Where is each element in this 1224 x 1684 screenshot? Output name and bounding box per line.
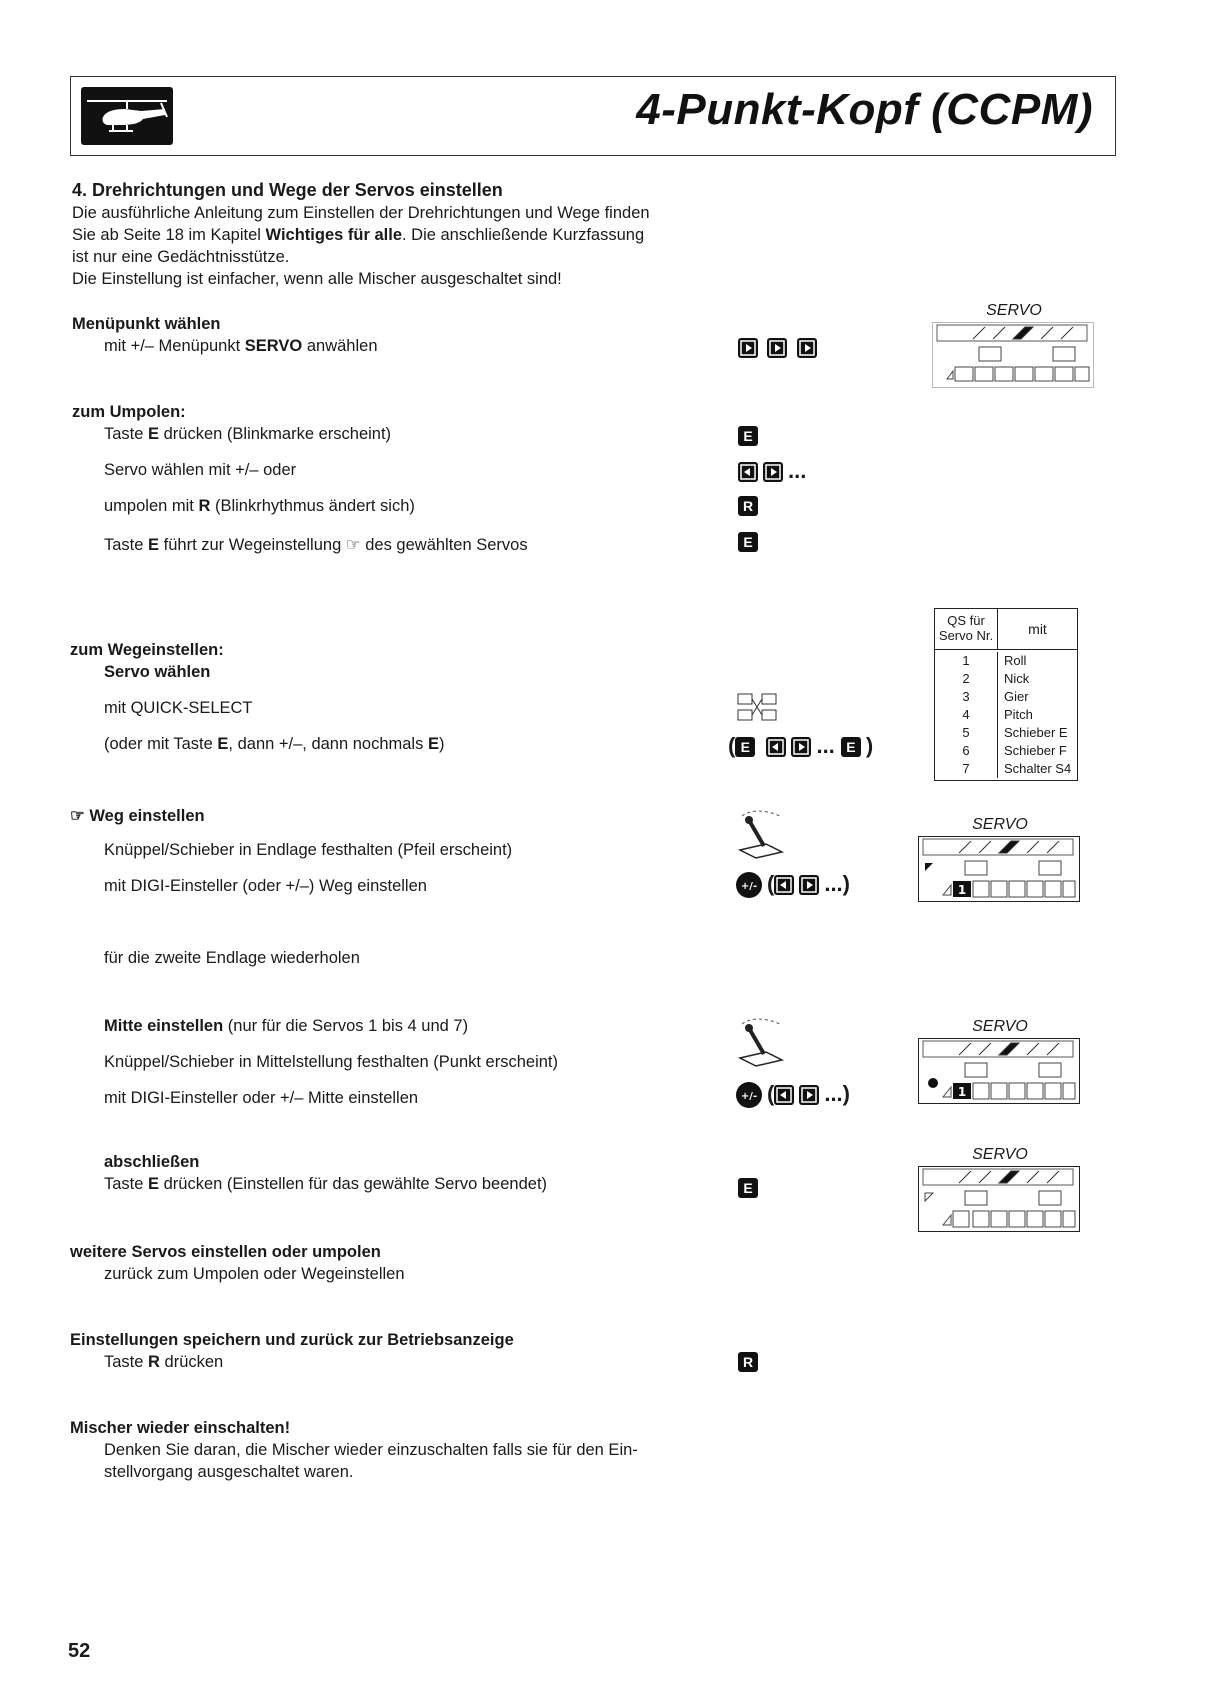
select-keys: ... xyxy=(738,459,806,483)
wege-line-2: (oder mit Taste E, dann +/–, dann nochmals E) xyxy=(104,735,445,753)
weg-line-3: für die zweite Endlage wiederholen xyxy=(104,949,360,967)
pointing-hand-icon: ☞ xyxy=(345,536,361,554)
servo-display-screen xyxy=(932,322,1094,388)
menu-key-icons xyxy=(738,338,822,358)
intro-line-4: Die Einstellung ist einfacher, wenn alle Mischer ausgeschaltet sind! xyxy=(72,270,562,288)
umpolen-line-2: Servo wählen mit +/– oder xyxy=(104,461,297,479)
pointing-hand-icon: ☞ xyxy=(70,807,85,825)
umpolen-line-4: Taste E führt zur Wegeinstellung ☞ des gewählten Servos xyxy=(104,536,528,554)
right-key-icon xyxy=(763,462,783,482)
mischer-heading: Mischer wieder einschalten! xyxy=(70,1419,291,1437)
right-key-icon xyxy=(767,338,787,358)
section-heading: 4. Drehrichtungen und Wege der Servos einstellen xyxy=(72,180,503,200)
abschliessen-line: Taste E drücken (Einstellen für das gewählte Servo beendet) xyxy=(104,1175,548,1193)
table-row: 7 Schalter S4 xyxy=(935,760,1077,778)
weitere-line: zurück zum Umpolen oder Wegeinstellen xyxy=(104,1265,405,1283)
wege-line-1: mit QUICK-SELECT xyxy=(104,699,253,717)
right-key-icon xyxy=(738,338,758,358)
left-key-icon xyxy=(774,875,794,895)
mitte-line-2: mit DIGI-Einsteller oder +/– Mitte einstellen xyxy=(104,1089,419,1107)
left-key-icon xyxy=(766,737,786,757)
qs-header-mit: mit xyxy=(1028,621,1047,637)
helicopter-icon xyxy=(81,87,173,145)
e-key: E xyxy=(738,1178,763,1198)
weg-line-1: Knüppel/Schieber in Endlage festhalten (Pfeil erscheint) xyxy=(104,841,513,859)
servo-display-caption: SERVO xyxy=(972,1018,1028,1035)
right-key-icon xyxy=(799,1085,819,1105)
umpolen-line-1: Taste E drücken (Blinkmarke erscheint) xyxy=(104,425,392,443)
menu-line: mit +/– Menüpunkt SERVO anwählen xyxy=(104,337,378,355)
qs-header: QS für Servo Nr. xyxy=(935,609,998,649)
r-key: R xyxy=(738,496,763,516)
left-key-icon xyxy=(738,462,758,482)
speichern-line: Taste R drücken xyxy=(104,1353,224,1371)
servo-display-caption: SERVO xyxy=(972,816,1028,833)
servo-display-caption: SERVO xyxy=(972,1146,1028,1163)
svg-text:+/-: +/- xyxy=(740,1091,758,1103)
right-key-icon xyxy=(791,737,811,757)
alt-select-keys: ( E ... E ) xyxy=(728,733,874,758)
mitte-line-1: Knüppel/Schieber in Mittelstellung festhalten (Punkt erscheint) xyxy=(104,1053,558,1071)
servo-display-caption: SERVO xyxy=(986,302,1042,319)
selected-servo-number: 1 xyxy=(957,1085,967,1099)
servo-display-screen xyxy=(918,1038,1080,1104)
table-row: 1 Roll xyxy=(935,652,1077,670)
wege-heading: zum Wegeinstellen: xyxy=(70,641,224,659)
wege-subheading: Servo wählen xyxy=(104,663,211,681)
table-row: 4 Pitch xyxy=(935,706,1077,724)
weg-line-2: mit DIGI-Einsteller (oder +/–) Weg einstellen xyxy=(104,877,427,895)
servo-display-screen xyxy=(918,1166,1080,1232)
digi-adjust-keys: +/- ( ...) xyxy=(736,872,850,898)
servo-display-4 xyxy=(918,1146,1082,1234)
e-key: E xyxy=(738,426,763,446)
intro-line-3: ist nur eine Gedächtnisstütze. xyxy=(72,248,290,266)
servo-display-screen xyxy=(918,836,1080,902)
page-number: 52 xyxy=(68,1640,91,1662)
digi-adjust-keys: +/- ( ...) xyxy=(736,1082,850,1108)
weg-heading: ☞ Weg einstellen xyxy=(70,807,205,825)
weitere-heading: weitere Servos einstellen oder umpolen xyxy=(70,1243,381,1261)
table-row: 3 Gier xyxy=(935,688,1077,706)
selected-servo-number: 1 xyxy=(957,883,967,897)
digi-dial-icon xyxy=(736,872,762,898)
page-title: 4-Punkt-Kopf (CCPM) xyxy=(636,85,1093,134)
servo-display-1 xyxy=(932,302,1096,390)
speichern-heading: Einstellungen speichern und zurück zur Betriebsanzeige xyxy=(70,1331,514,1349)
stick-icon xyxy=(736,806,786,865)
mitte-heading: Mitte einstellen (nur für die Servos 1 bis 4 und 7) xyxy=(104,1017,469,1035)
intro-line-2: Sie ab Seite 18 im Kapitel Wichtiges für alle. Die anschließende Kurzfassung xyxy=(72,226,645,244)
umpolen-heading: zum Umpolen: xyxy=(72,403,186,421)
e-key: E xyxy=(738,532,763,552)
table-row: 6 Schieber F xyxy=(935,742,1077,760)
servo-display-3 xyxy=(918,1018,1082,1106)
umpolen-line-3: umpolen mit R (Blinkrhythmus ändert sich) xyxy=(104,497,415,515)
table-row: 5 Schieber E xyxy=(935,724,1077,742)
abschliessen-heading: abschließen xyxy=(104,1153,200,1171)
mischer-line-2: stellvorgang ausgeschaltet waren. xyxy=(104,1463,354,1481)
stick-icon xyxy=(736,1014,786,1073)
right-key-icon xyxy=(799,875,819,895)
r-key: R xyxy=(738,1352,763,1372)
left-key-icon xyxy=(774,1085,794,1105)
right-key-icon xyxy=(797,338,817,358)
svg-text:+/-: +/- xyxy=(740,881,758,893)
menu-heading: Menüpunkt wählen xyxy=(72,315,221,333)
quick-select-icon xyxy=(736,692,780,727)
intro-line-1: Die ausführliche Anleitung zum Einstellen der Drehrichtungen und Wege finden xyxy=(72,204,650,222)
quick-select-table xyxy=(934,608,1078,781)
servo-display-2 xyxy=(918,816,1082,904)
mischer-line-1: Denken Sie daran, die Mischer wieder einzuschalten falls sie für den Ein- xyxy=(104,1441,638,1459)
table-row: 2 Nick xyxy=(935,670,1077,688)
page-header xyxy=(70,76,1116,156)
digi-dial-icon xyxy=(736,1082,762,1108)
